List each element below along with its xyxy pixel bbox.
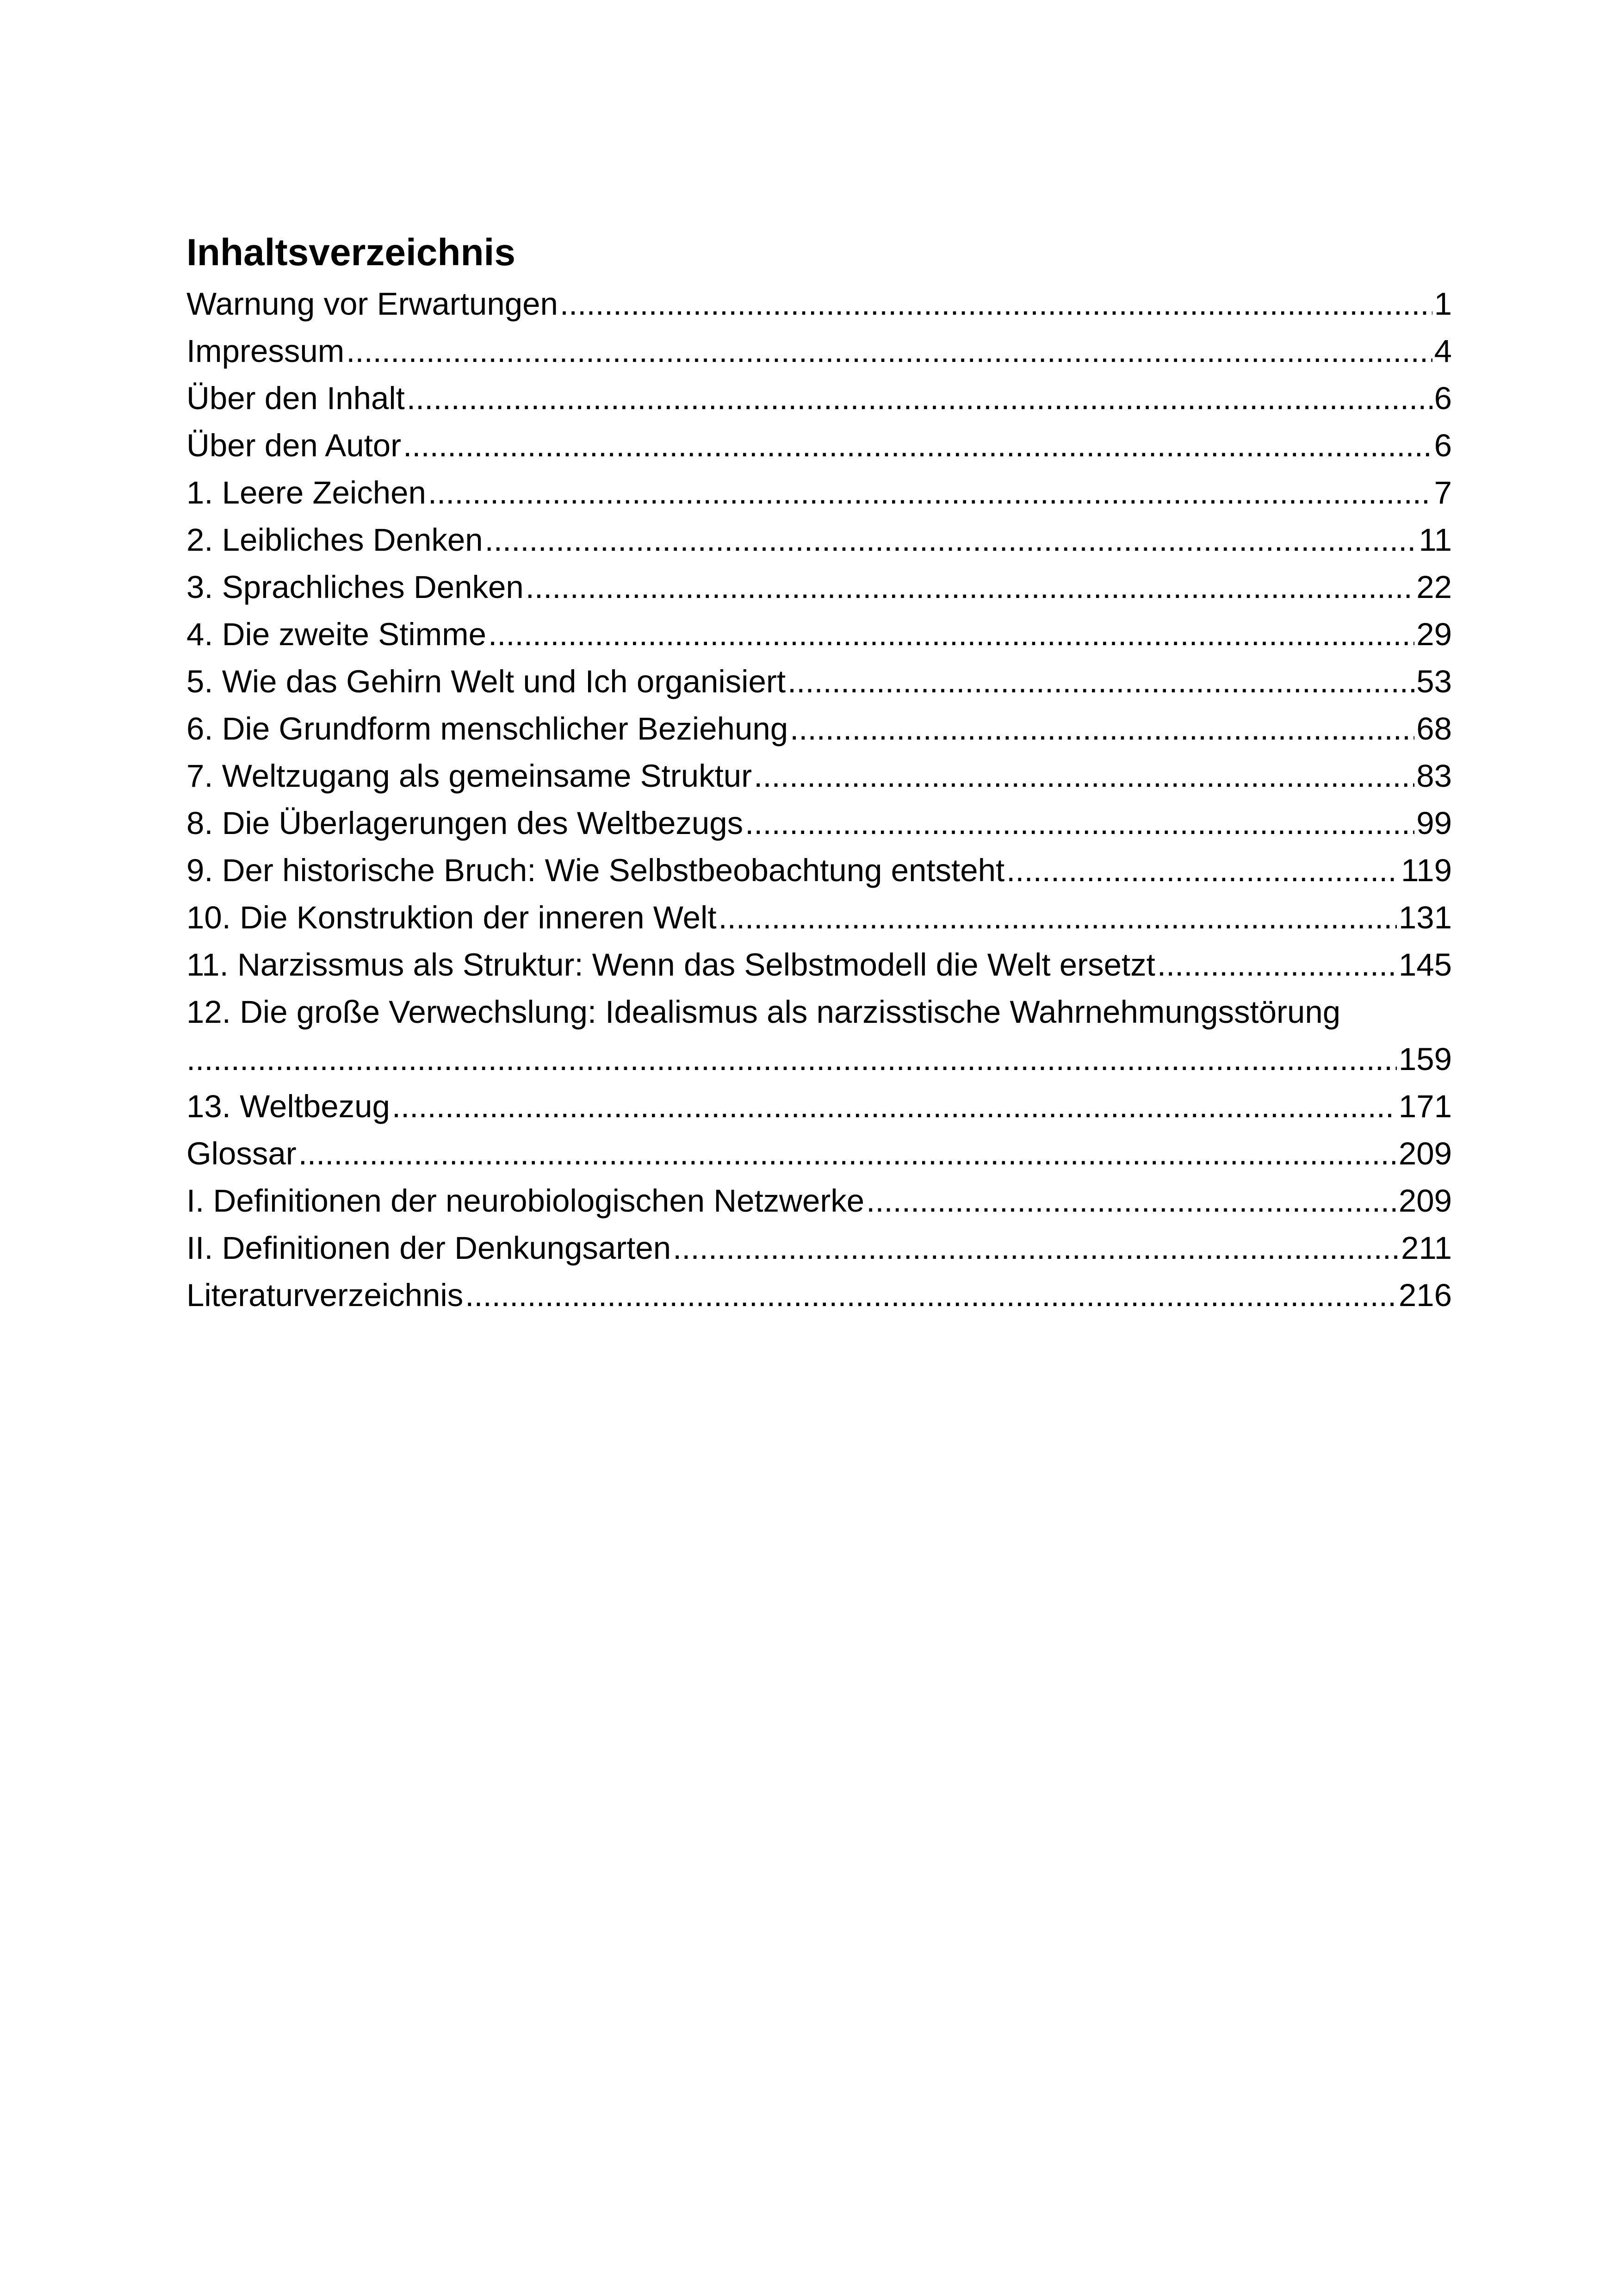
toc-entry-label: Warnung vor Erwartungen	[186, 286, 558, 322]
toc-entry[interactable]	[186, 328, 1452, 375]
toc-entry-label: I. Definitionen der neurobiologischen Netzwerke	[186, 1183, 865, 1219]
toc-entry-label: 3. Sprachliches Denken	[186, 569, 524, 605]
toc-entry-label: II. Definitionen der Denkungsarten	[186, 1230, 671, 1266]
toc-entry-page: 216	[1398, 1277, 1452, 1313]
toc-entry-label: 10. Die Konstruktion der inneren Welt	[186, 900, 717, 935]
toc-entry-label: Literaturverzeichnis	[186, 1277, 464, 1313]
dot-leader	[745, 800, 1414, 847]
toc-entry[interactable]	[186, 847, 1452, 894]
toc-entry-page: 209	[1398, 1183, 1452, 1219]
toc-entry-page: 11	[1419, 522, 1452, 558]
toc-entry-label: 5. Wie das Gehirn Welt und Ich organisiert	[186, 664, 786, 699]
toc-entry[interactable]	[186, 705, 1452, 753]
dot-leader	[866, 1177, 1397, 1225]
toc-entry[interactable]	[186, 1225, 1452, 1272]
dot-leader	[719, 894, 1397, 941]
toc-entry-page: 22	[1416, 569, 1452, 605]
toc-entry-continuation	[186, 1036, 1452, 1083]
toc-entry[interactable]	[186, 564, 1452, 611]
toc-entry-label: Über den Autor	[186, 428, 402, 463]
toc-entry-label: Über den Inhalt	[186, 380, 405, 416]
toc-entry-page: 131	[1398, 900, 1452, 935]
toc-entry-page: 171	[1398, 1089, 1452, 1124]
toc-entry-page: 29	[1416, 616, 1452, 652]
toc-entry-page: 68	[1416, 711, 1452, 747]
toc-entry[interactable]	[186, 753, 1452, 800]
toc-entry[interactable]	[186, 611, 1452, 658]
toc-entry-page: 53	[1416, 664, 1452, 699]
toc-entry[interactable]	[186, 375, 1452, 422]
toc-entry-label: 2. Leibliches Denken	[186, 522, 483, 558]
toc-entry[interactable]	[186, 989, 1452, 1083]
dot-leader	[428, 469, 1432, 516]
toc-entry-label: 9. Der historische Bruch: Wie Selbstbeobachtung entsteht	[186, 852, 1005, 888]
dot-leader	[560, 280, 1432, 328]
dot-leader	[403, 422, 1432, 469]
toc-entry[interactable]	[186, 1130, 1452, 1177]
dot-leader	[392, 1083, 1397, 1130]
dot-leader	[787, 658, 1414, 705]
toc-entry-label: 11. Narzissmus als Struktur: Wenn das Selbstmodell die Welt ersetzt	[186, 947, 1155, 983]
toc-entry-label: 4. Die zweite Stimme	[186, 616, 487, 652]
toc-entry-label: 12. Die große Verwechslung: Idealismus als narzisstische Wahrnehmungsstörung	[186, 994, 1341, 1030]
dot-leader	[790, 705, 1414, 753]
dot-leader	[465, 1272, 1397, 1319]
dot-leader	[754, 753, 1414, 800]
table-of-contents	[186, 227, 1452, 1319]
toc-entry-page: 1	[1434, 286, 1452, 322]
toc-entry-label: 1. Leere Zeichen	[186, 475, 426, 510]
toc-entry[interactable]	[186, 469, 1452, 516]
toc-entry-label: Glossar	[186, 1136, 297, 1171]
toc-entry-label: 7. Weltzugang als gemeinsame Struktur	[186, 758, 752, 794]
toc-entry[interactable]	[186, 941, 1452, 989]
dot-leader	[488, 611, 1414, 658]
toc-entry-page: 6	[1434, 380, 1452, 416]
toc-title: Inhaltsverzeichnis	[186, 231, 515, 274]
toc-entry-label: 6. Die Grundform menschlicher Beziehung	[186, 711, 788, 747]
toc-entry-label: 13. Weltbezug	[186, 1089, 390, 1124]
toc-entry-label: 8. Die Überlagerungen des Weltbezugs	[186, 805, 744, 841]
toc-entry[interactable]	[186, 516, 1452, 564]
dot-leader	[346, 328, 1432, 375]
dot-leader	[485, 516, 1417, 564]
dot-leader	[1157, 941, 1397, 989]
toc-entry-page: 4	[1434, 333, 1452, 369]
toc-entry[interactable]	[186, 800, 1452, 847]
toc-entry[interactable]	[186, 1272, 1452, 1319]
toc-entry-page: 99	[1416, 805, 1452, 841]
dot-leader	[186, 1036, 1397, 1083]
toc-entry[interactable]	[186, 658, 1452, 705]
toc-entry[interactable]	[186, 1177, 1452, 1225]
toc-entry-page: 211	[1401, 1230, 1452, 1266]
dot-leader	[298, 1130, 1397, 1177]
dot-leader	[407, 375, 1432, 422]
toc-entry[interactable]	[186, 894, 1452, 941]
toc-entry-page: 159	[1398, 1041, 1452, 1077]
toc-entry-page: 6	[1434, 428, 1452, 463]
dot-leader	[1006, 847, 1399, 894]
toc-entry[interactable]	[186, 1083, 1452, 1130]
toc-entry-page: 145	[1398, 947, 1452, 983]
toc-entry-page: 119	[1401, 852, 1452, 888]
toc-entry-label: Impressum	[186, 333, 345, 369]
dot-leader	[673, 1225, 1399, 1272]
toc-entry-page: 7	[1434, 475, 1452, 510]
dot-leader	[526, 564, 1415, 611]
toc-entry-page: 83	[1416, 758, 1452, 794]
toc-entry[interactable]	[186, 422, 1452, 469]
toc-list	[186, 280, 1452, 1319]
toc-entry[interactable]	[186, 280, 1452, 328]
toc-entry-page: 209	[1398, 1136, 1452, 1171]
